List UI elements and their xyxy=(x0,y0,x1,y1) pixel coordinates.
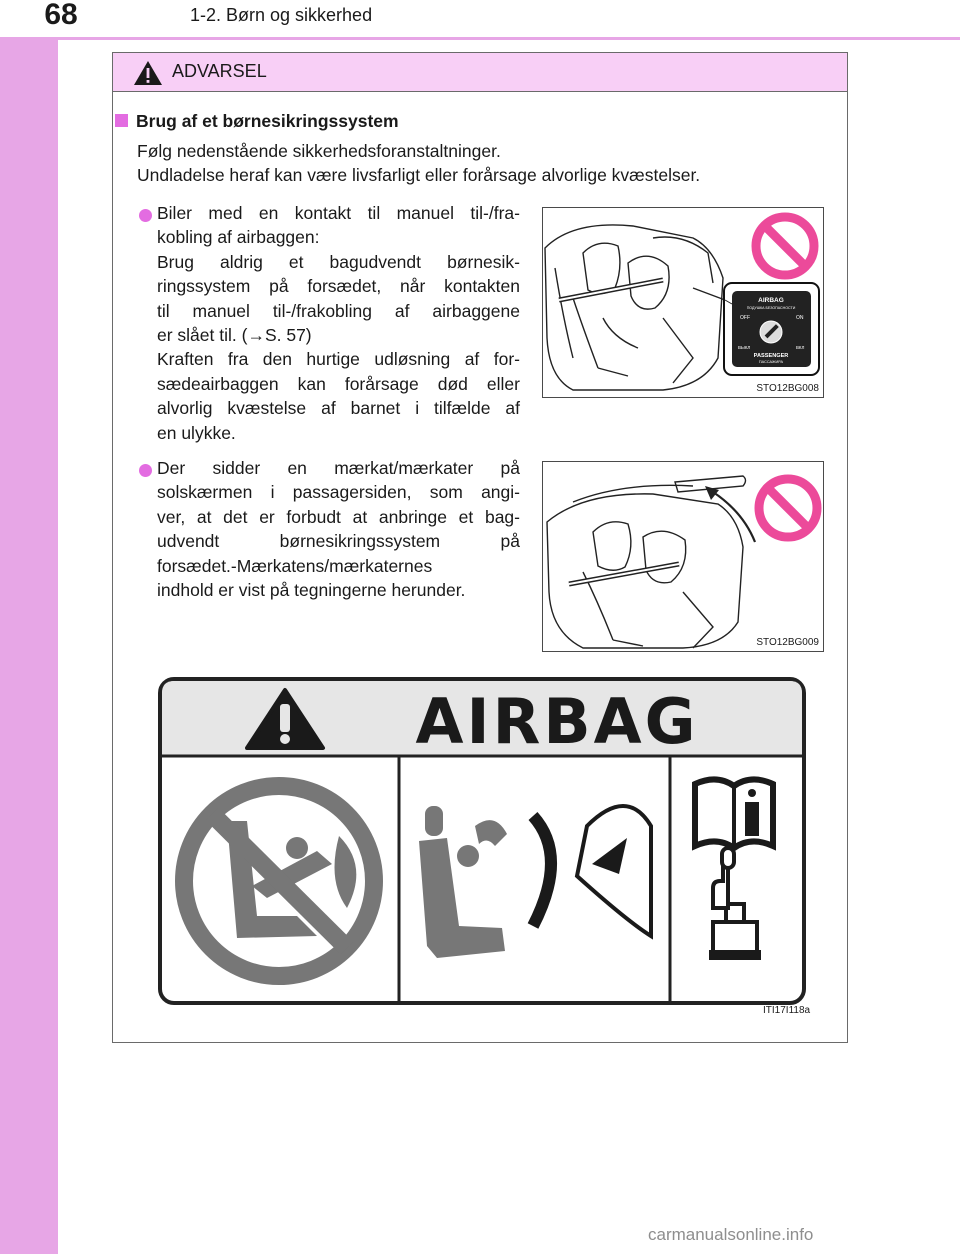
bullet-line: ringssystem på forsædet, når kontakten xyxy=(157,276,520,297)
bullet-line: Der sidder en mærkat/mærkater på xyxy=(157,458,520,478)
header-band xyxy=(0,0,960,37)
warning-header xyxy=(113,53,847,92)
bullet-line: forsædet.-Mærkatens/mærkaternes xyxy=(157,555,433,576)
label-heading: AIRBAG xyxy=(415,685,699,758)
bullet-line: Kraften fra den hurtige udløsning af for- xyxy=(157,349,520,370)
switch-passenger-label: PASSENGER xyxy=(753,353,789,359)
figure-airbag-switch xyxy=(542,207,824,398)
prohibition-sign-icon xyxy=(756,217,814,275)
bullet-line: ver, at det er forbudt at anbringe et bag- xyxy=(157,506,520,527)
page-number: 68 xyxy=(44,0,78,31)
warning-triangle-icon xyxy=(133,60,163,86)
bullet-line: en ulykke. xyxy=(157,422,236,443)
no-rear-facing-seat-icon xyxy=(184,786,374,976)
bullet-line: er slået til. (→S. 57) xyxy=(157,325,312,346)
sunvisor-illustration xyxy=(543,462,823,651)
switch-off-label: OFF xyxy=(740,315,750,321)
header-rule xyxy=(0,37,960,40)
figure-code: STO12BG009 xyxy=(756,637,819,648)
bullet-line: Brug aldrig et bagudvendt børnesik- xyxy=(157,251,520,272)
switch-on-ru-label: ВКЛ xyxy=(796,345,805,350)
bullet-dot-icon xyxy=(139,464,152,477)
bullet-line: indhold er vist på tegningerne herunder. xyxy=(157,580,466,601)
intro-line: Følg nedenstående sikkerhedsforanstaltninger. xyxy=(137,141,501,161)
intro-line: Undladelse heraf kan være livsfarligt eller forårsage alvorlige kvæstelser. xyxy=(137,165,701,185)
page-title: 1-2. Børn og sikkerhed xyxy=(190,5,373,25)
bullet-line: sædeairbaggen kan forårsage død eller xyxy=(157,373,520,394)
bullet-line: udvendt børnesikringssystem på xyxy=(157,531,520,552)
bullet-line: til manuel til-/frakobling af airbaggene xyxy=(157,300,520,321)
switch-on-label: ON xyxy=(796,315,804,321)
bullet-line: alvorlig kvæstelse af barnet i tilfælde af xyxy=(157,398,520,419)
bullet-paragraph-2 xyxy=(157,456,520,602)
warning-label: ADVARSEL xyxy=(172,61,267,81)
figure-code: STO12BG008 xyxy=(756,383,819,394)
switch-title: AIRBAG xyxy=(758,297,784,304)
figure-sunvisor-label xyxy=(542,461,824,652)
switch-off-ru-label: ВЫКЛ xyxy=(738,345,751,350)
section-heading xyxy=(115,111,399,132)
label-figure-code: ITI17I118a xyxy=(763,1005,811,1016)
sidebar-band xyxy=(0,0,58,1254)
warning-box xyxy=(112,52,848,1043)
bullet-line: kobling af airbaggen: xyxy=(157,227,320,248)
bullet-dot-icon xyxy=(139,209,152,222)
section-square-icon xyxy=(115,114,128,127)
bullet-line: solskærmen i passagersiden, som angi- xyxy=(157,482,520,503)
section-heading-text: Brug af et børnesikringssystem xyxy=(136,111,399,131)
switch-passenger-ru-label: ПАССАЖИРА xyxy=(758,360,784,364)
prohibition-sign-icon xyxy=(759,479,817,537)
watermark: carmanualsonline.info xyxy=(648,1225,814,1244)
switch-subtitle: ПОДУШКА БЕЗОПАСНОСТИ xyxy=(746,306,796,310)
intro-paragraph xyxy=(137,139,700,187)
car-interior-illustration xyxy=(543,208,823,397)
bullet-paragraph-1 xyxy=(157,201,520,445)
bullet-line: Biler med en kontakt til manuel til-/fra- xyxy=(157,203,520,223)
airbag-warning-label xyxy=(157,676,807,1006)
